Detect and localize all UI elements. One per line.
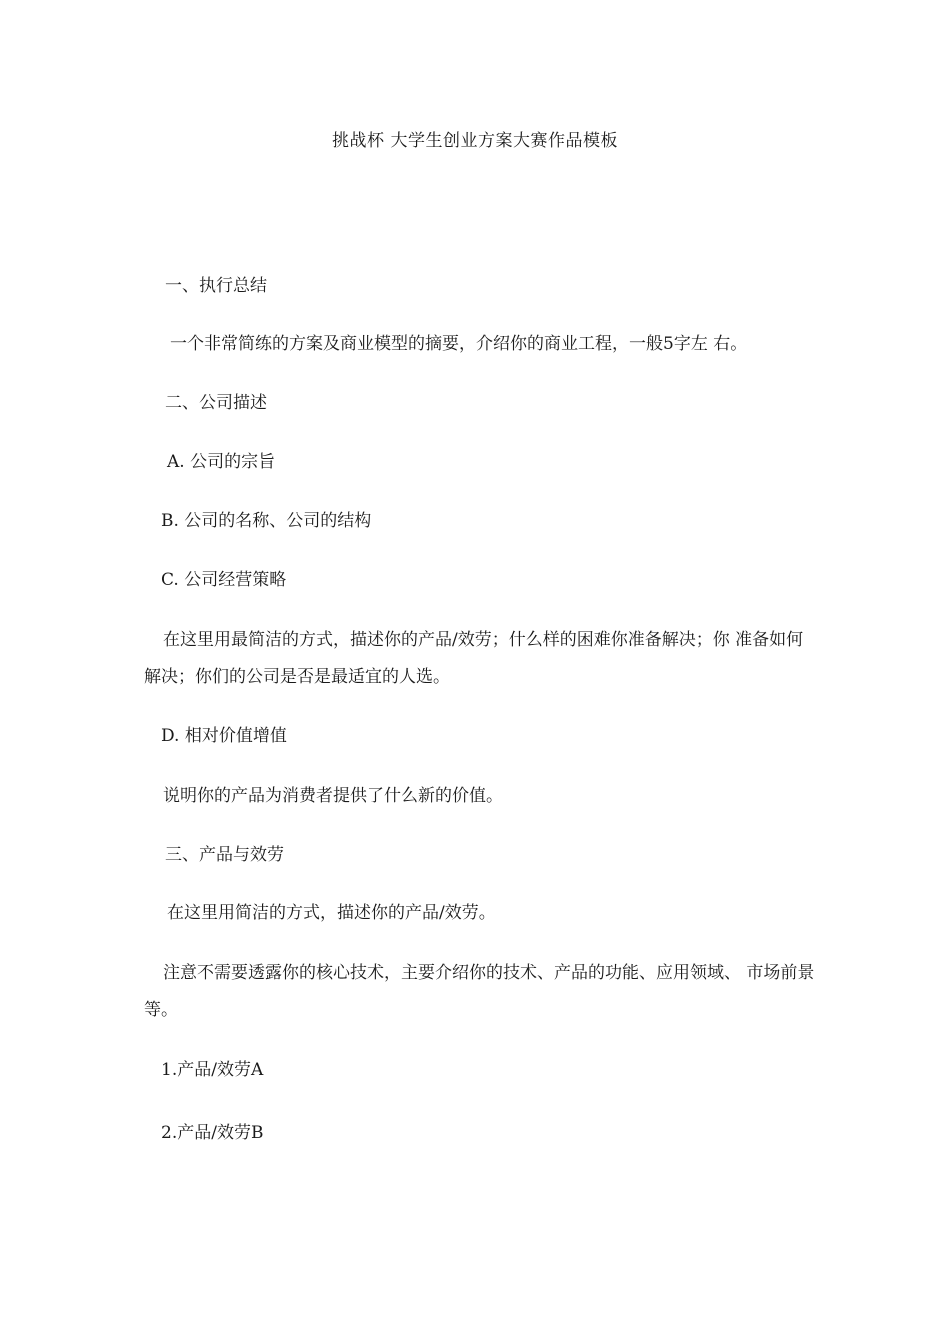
document-title: 挑战杯 大学生创业方案大赛作品模板: [332, 131, 618, 151]
list-item-name-structure: B. 公司的名称、公司的结构: [161, 511, 372, 531]
section-heading-products-services: 三、产品与效劳: [165, 845, 284, 865]
list-item-value-added: D. 相对价值增值: [161, 726, 287, 746]
products-services-text: 在这里用简洁的方式，描述你的产品/效劳。: [167, 903, 496, 923]
value-added-paragraph: 说明你的产品为消费者提供了什么新的价值。: [163, 786, 503, 806]
section-heading-company-description: 二、公司描述: [165, 393, 267, 413]
section-heading-executive-summary: 一、执行总结: [165, 276, 267, 296]
strategy-paragraph: 在这里用最简洁的方式，描述你的产品/效劳；什么样的困难你准备解决；你 准备如何解决；你们的公司是否是最适宜的人选。: [144, 630, 804, 687]
note-paragraph: 注意不需要透露你的核心技术，主要介绍你的技术、产品的功能、应用领域、 市场前景等。: [144, 963, 815, 1020]
executive-summary-text: 一个非常简练的方案及商业模型的摘要，介绍你的商业工程，一般5字左 右。: [170, 334, 748, 354]
list-item-product-a: 1.产品/效劳A: [161, 1060, 264, 1080]
list-item-product-b: 2.产品/效劳B: [161, 1123, 264, 1143]
list-item-purpose: A. 公司的宗旨: [167, 452, 276, 472]
list-item-strategy: C. 公司经营策略: [161, 570, 287, 590]
